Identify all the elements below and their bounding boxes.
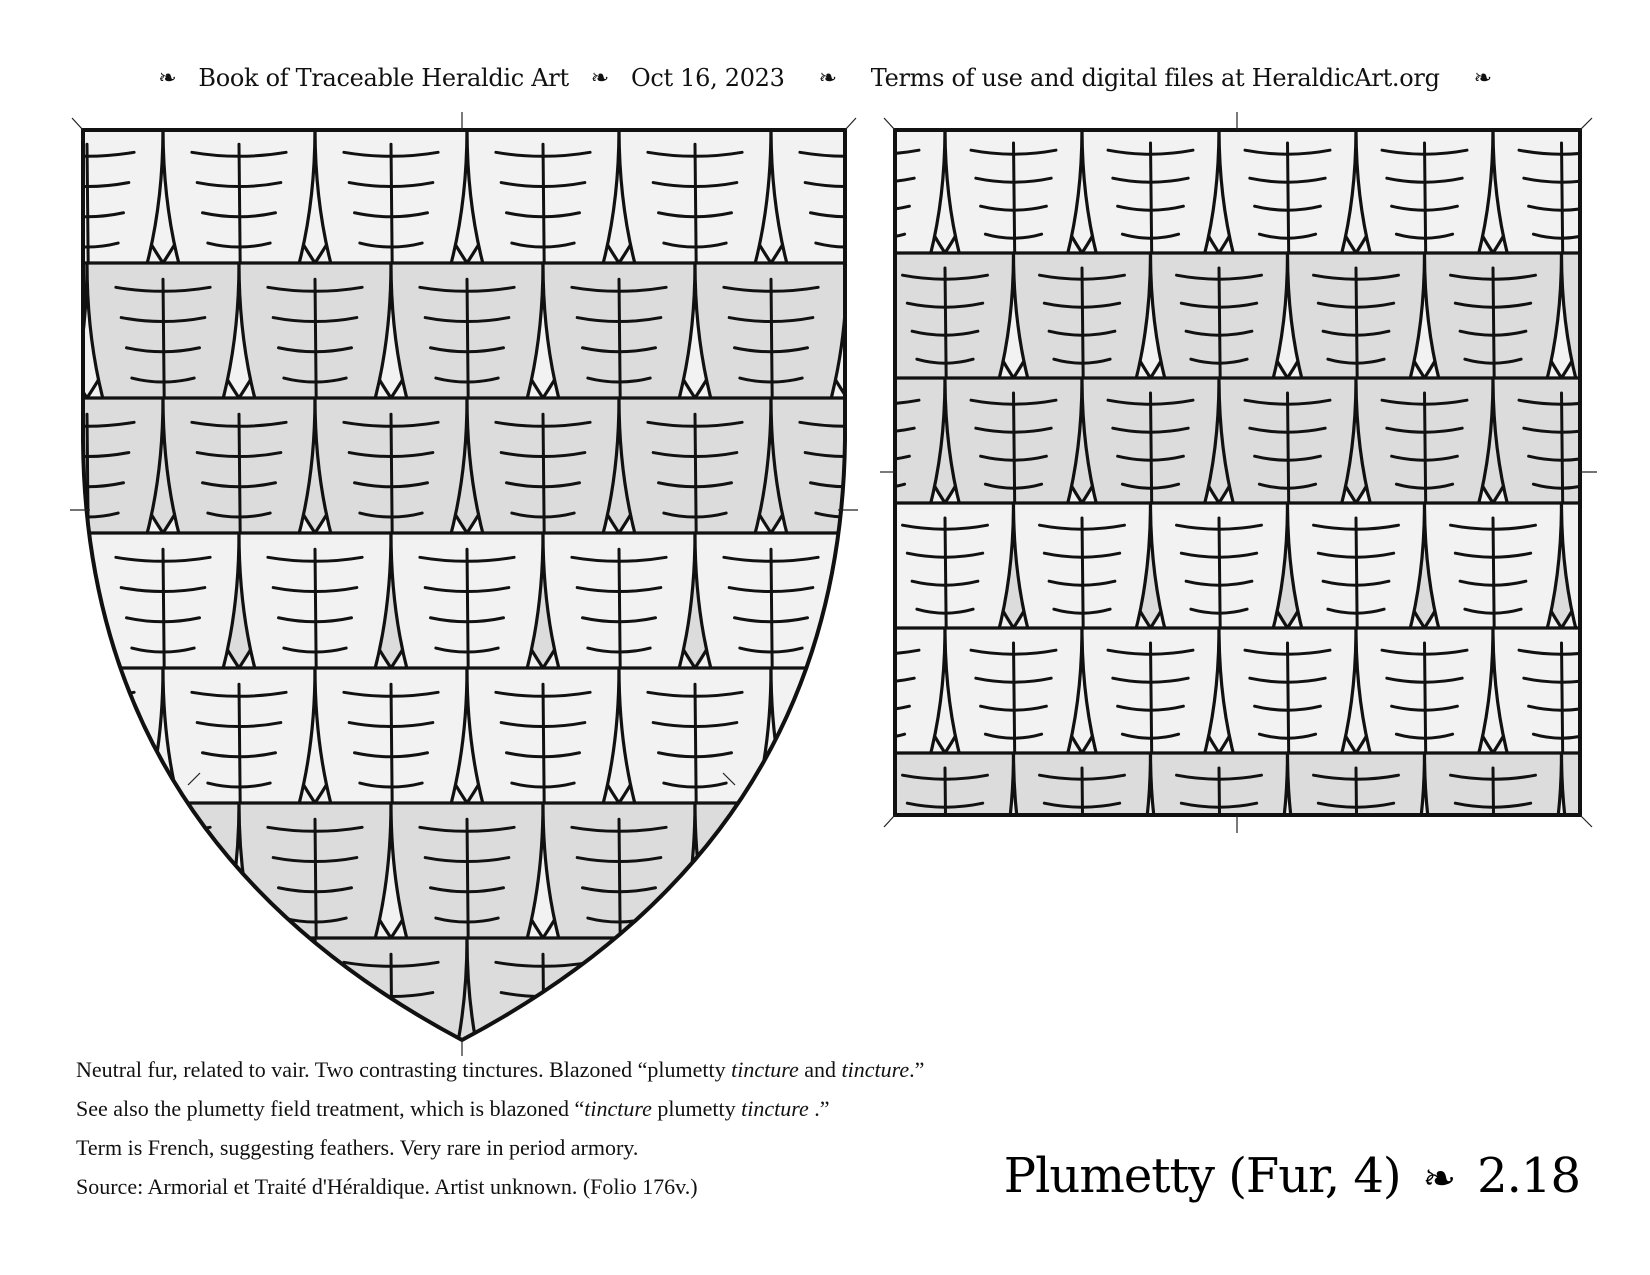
feather bbox=[1422, 1003, 1562, 1253]
feather bbox=[11, 668, 163, 938]
feather bbox=[771, 1208, 923, 1275]
description-notes bbox=[76, 1050, 1076, 1206]
feather bbox=[847, 803, 999, 1073]
feather bbox=[877, 753, 1014, 1003]
fleuron-icon: ❧ bbox=[1473, 65, 1492, 91]
feather bbox=[1630, 878, 1650, 1128]
feather bbox=[0, 0, 87, 263]
feather bbox=[1562, 1003, 1650, 1253]
note-line: See also the plumetty field treatment, which is blazoned “tincture plumetty tincture .” bbox=[76, 1096, 830, 1121]
feather bbox=[1630, 128, 1650, 378]
fleuron-icon: ❧ bbox=[158, 65, 177, 91]
feather bbox=[1356, 878, 1493, 1128]
feather bbox=[1151, 1003, 1288, 1253]
note-line: Neutral fur, related to vair. Two contrasting tinctures. Blazoned “plumetty tincture and tincture.” bbox=[76, 1057, 925, 1082]
plate-name: Plumetty (Fur, 4) bbox=[1003, 1148, 1401, 1204]
feather bbox=[1425, 753, 1562, 1003]
feather bbox=[740, 753, 877, 1003]
feather bbox=[1219, 878, 1356, 1128]
fleuron-icon: ❧ bbox=[1422, 1156, 1456, 1202]
feather bbox=[619, 1208, 771, 1275]
feather bbox=[163, 1208, 315, 1275]
feather bbox=[315, 1208, 467, 1275]
feather bbox=[1288, 1003, 1425, 1253]
terms-link[interactable]: Terms of use and digital files at HeraldicArt.org bbox=[870, 64, 1440, 92]
feather bbox=[1288, 753, 1425, 1003]
source-line: Source: Armorial et Traité d'Héraldique. Artist unknown. (Folio 176v.) bbox=[76, 1174, 698, 1199]
feather bbox=[1630, 628, 1650, 878]
fleuron-icon: ❧ bbox=[818, 65, 837, 91]
note-line: Term is French, suggesting feathers. Very rare in period armory. bbox=[76, 1135, 639, 1160]
feather bbox=[695, 803, 847, 1073]
feather bbox=[11, 1208, 163, 1275]
plate-number: 2.18 bbox=[1477, 1148, 1580, 1204]
fleuron-icon: ❧ bbox=[590, 65, 609, 91]
plate-title bbox=[1004, 1148, 1580, 1204]
header-date: Oct 16, 2023 bbox=[630, 64, 785, 92]
feather bbox=[1151, 753, 1288, 1003]
feather bbox=[0, 803, 87, 1073]
feather bbox=[0, 263, 87, 533]
book-title: Book of Traceable Heraldic Art bbox=[198, 64, 569, 92]
feather bbox=[0, 533, 87, 803]
feather bbox=[1630, 378, 1650, 628]
feather bbox=[1014, 753, 1151, 1003]
feather bbox=[0, 1073, 87, 1275]
feather bbox=[1082, 878, 1219, 1128]
feather bbox=[467, 1208, 619, 1275]
feather bbox=[1493, 878, 1630, 1128]
feather bbox=[1562, 753, 1650, 1003]
